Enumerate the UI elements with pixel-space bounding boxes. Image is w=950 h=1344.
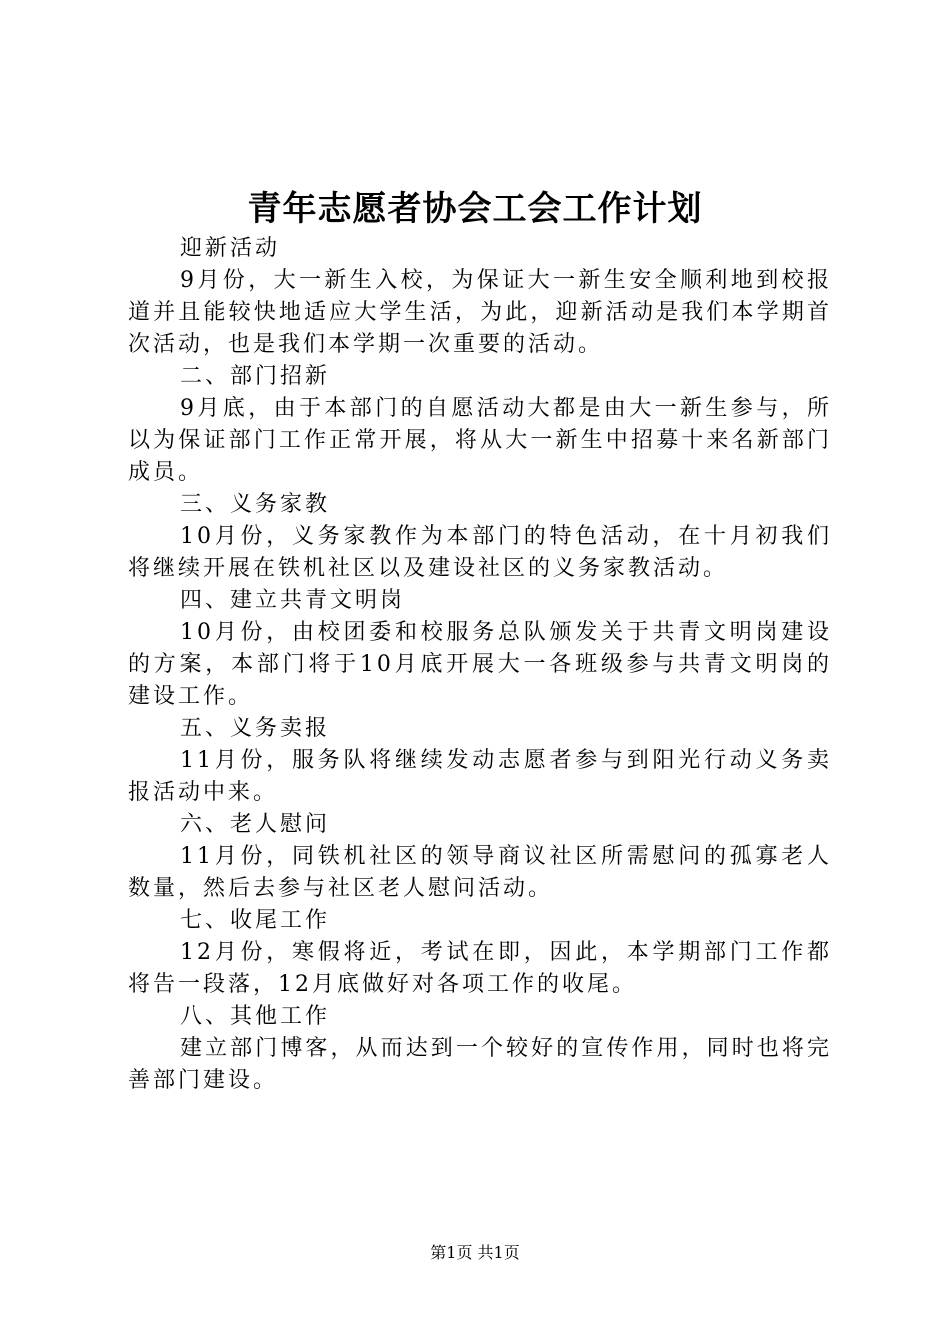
paragraph-elderly-visit: 11月份，同铁机社区的领导商议社区所需慰问的孤寡老人数量，然后去参与社区老人慰问活动。 bbox=[128, 844, 832, 901]
section-heading-newspaper: 五、义务卖报 bbox=[180, 716, 331, 741]
paragraph-civilization-post: 10月份，由校团委和校服务总队颁发关于共青文明岗建设的方案，本部门将于10月底开展大一各班级参与共青文明岗的建设工作。 bbox=[128, 620, 832, 709]
document-title: 青年志愿者协会工会工作计划 bbox=[247, 189, 703, 229]
paragraph-welcome: 9月份，大一新生入校，为保证大一新生安全顺利地到校报道并且能较快地适应大学生活，为此，迎新活动是我们本学期首次活动，也是我们本学期一次重要的活动。 bbox=[128, 268, 832, 357]
section-heading-elderly-visit: 六、老人慰问 bbox=[180, 812, 331, 837]
section-heading-wrap-up: 七、收尾工作 bbox=[180, 908, 331, 933]
section-heading-civilization-post: 四、建立共青文明岗 bbox=[180, 588, 406, 613]
section-heading-welcome: 迎新活动 bbox=[180, 236, 281, 261]
document-body bbox=[128, 233, 832, 1097]
section-heading-other: 八、其他工作 bbox=[180, 1004, 331, 1029]
paragraph-wrap-up: 12月份，寒假将近，考试在即，因此，本学期部门工作都将告一段落，12月底做好对各项工作的收尾。 bbox=[128, 940, 832, 997]
paragraph-recruitment: 9月底，由于本部门的自愿活动大都是由大一新生参与，所以为保证部门工作正常开展，将从大一新生中招募十来名新部门成员。 bbox=[128, 396, 832, 485]
section-heading-recruitment: 二、部门招新 bbox=[180, 364, 331, 389]
section-heading-tutoring: 三、义务家教 bbox=[180, 492, 331, 517]
paragraph-newspaper: 11月份，服务队将继续发动志愿者参与到阳光行动义务卖报活动中来。 bbox=[128, 748, 832, 805]
paragraph-tutoring: 10月份，义务家教作为本部门的特色活动，在十月初我们将继续开展在铁机社区以及建设社区的义务家教活动。 bbox=[128, 524, 832, 581]
page-number-footer: 第1页 共1页 bbox=[430, 1243, 520, 1262]
paragraph-other: 建立部门博客，从而达到一个较好的宣传作用，同时也将完善部门建设。 bbox=[128, 1036, 832, 1093]
